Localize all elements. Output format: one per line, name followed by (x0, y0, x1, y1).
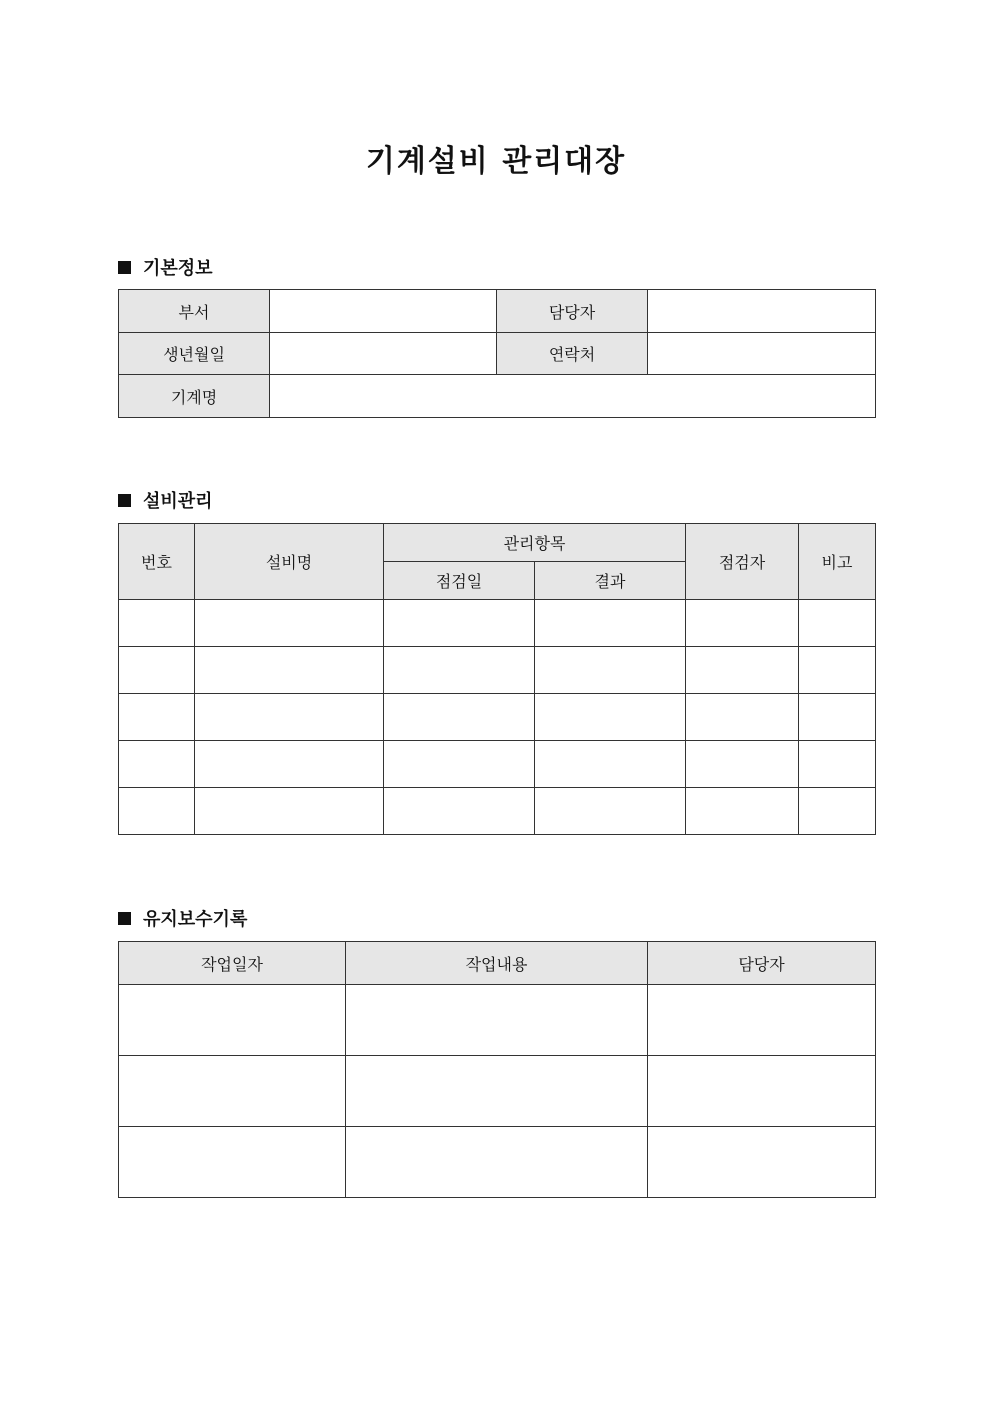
col-header-number: 번호 (119, 524, 195, 600)
table-cell[interactable] (119, 694, 195, 741)
table-cell[interactable] (384, 600, 535, 647)
table-cell[interactable] (384, 694, 535, 741)
table-row (119, 647, 876, 694)
table-cell[interactable] (119, 985, 346, 1056)
section-heading-equipment (118, 487, 213, 513)
table-cell[interactable] (686, 647, 799, 694)
machine-name-field[interactable] (270, 375, 876, 418)
table-row (119, 600, 876, 647)
table-cell[interactable] (799, 647, 876, 694)
table-cell[interactable] (535, 600, 686, 647)
department-field[interactable] (270, 290, 497, 333)
table-cell[interactable] (648, 1056, 876, 1127)
basic-info-table (118, 289, 876, 418)
section-heading-basic (118, 254, 213, 280)
table-cell[interactable] (686, 788, 799, 835)
contact-field[interactable] (648, 333, 876, 375)
table-cell[interactable] (686, 741, 799, 788)
table-cell[interactable] (384, 647, 535, 694)
table-cell[interactable] (648, 985, 876, 1056)
table-cell[interactable] (346, 1127, 648, 1198)
square-bullet-icon (118, 494, 131, 507)
table-cell[interactable] (648, 1127, 876, 1198)
col-header-remarks: 비고 (799, 524, 876, 600)
table-cell[interactable] (119, 741, 195, 788)
table-cell[interactable] (686, 600, 799, 647)
table-row (119, 1127, 876, 1198)
birthdate-field[interactable] (270, 333, 497, 375)
table-cell[interactable] (195, 647, 384, 694)
table-row (119, 788, 876, 835)
section-heading-equipment-label: 설비관리 (143, 491, 213, 512)
col-header-work-content: 작업내용 (346, 942, 648, 985)
table-cell[interactable] (195, 694, 384, 741)
col-header-inspection-date: 점검일 (384, 562, 535, 600)
table-cell[interactable] (119, 1127, 346, 1198)
table-cell[interactable] (119, 647, 195, 694)
square-bullet-icon (118, 261, 131, 274)
table-cell[interactable] (799, 694, 876, 741)
maintenance-table (118, 941, 876, 1198)
table-cell[interactable] (195, 741, 384, 788)
table-cell[interactable] (346, 985, 648, 1056)
table-cell[interactable] (535, 694, 686, 741)
section-heading-maintenance-label: 유지보수기록 (143, 909, 248, 930)
section-heading-basic-label: 기본정보 (143, 258, 213, 279)
birthdate-label: 생년월일 (119, 333, 270, 375)
machine-name-label: 기계명 (119, 375, 270, 418)
col-header-inspector: 점검자 (686, 524, 799, 600)
manager-field[interactable] (648, 290, 876, 333)
table-row (119, 741, 876, 788)
equipment-table (118, 523, 876, 835)
col-header-equipment-name: 설비명 (195, 524, 384, 600)
table-cell[interactable] (686, 694, 799, 741)
contact-label: 연락처 (497, 333, 648, 375)
table-cell[interactable] (195, 600, 384, 647)
table-cell[interactable] (799, 788, 876, 835)
table-cell[interactable] (384, 741, 535, 788)
square-bullet-icon (118, 912, 131, 925)
table-cell[interactable] (195, 788, 384, 835)
table-cell[interactable] (799, 600, 876, 647)
section-heading-maintenance (118, 905, 247, 931)
table-cell[interactable] (119, 600, 195, 647)
table-cell[interactable] (384, 788, 535, 835)
manager-label: 담당자 (497, 290, 648, 333)
table-cell[interactable] (535, 647, 686, 694)
table-cell[interactable] (535, 741, 686, 788)
page-title: 기계설비 관리대장 (365, 144, 627, 179)
table-row (119, 985, 876, 1056)
col-header-management-items: 관리항목 (384, 524, 686, 562)
table-cell[interactable] (346, 1056, 648, 1127)
col-header-result: 결과 (535, 562, 686, 600)
col-header-manager: 담당자 (648, 942, 876, 985)
col-header-work-date: 작업일자 (119, 942, 346, 985)
department-label: 부서 (119, 290, 270, 333)
table-cell[interactable] (119, 788, 195, 835)
table-row (119, 694, 876, 741)
table-row (119, 1056, 876, 1127)
table-cell[interactable] (799, 741, 876, 788)
table-cell[interactable] (535, 788, 686, 835)
table-cell[interactable] (119, 1056, 346, 1127)
